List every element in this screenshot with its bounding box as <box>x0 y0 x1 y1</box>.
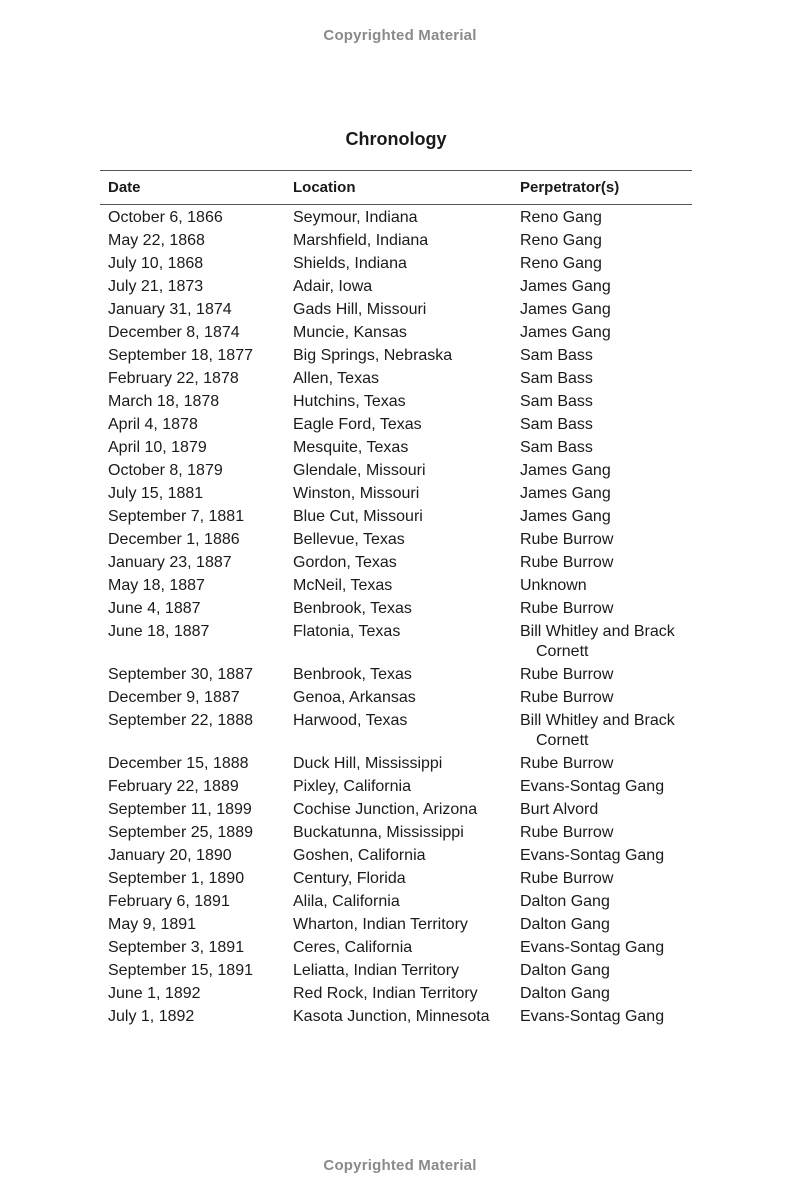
cell-date: February 6, 1891 <box>108 893 230 910</box>
cell-date: May 22, 1868 <box>108 232 205 249</box>
cell-location: Alila, California <box>293 893 400 910</box>
cell-date: December 8, 1874 <box>108 324 240 341</box>
table-row <box>100 983 692 1006</box>
cell-perpetrator <box>520 1006 692 1029</box>
table-row <box>100 710 692 753</box>
cell-perpetrator <box>520 937 692 960</box>
cell-location: Goshen, California <box>293 847 426 864</box>
table-row <box>100 575 692 598</box>
cell-date: April 4, 1878 <box>108 416 198 433</box>
cell-date: March 18, 1878 <box>108 393 220 410</box>
cell-date: January 31, 1874 <box>108 301 232 318</box>
table-row <box>100 914 692 937</box>
cell-perpetrator <box>520 799 692 822</box>
cell-perpetrator-text: Sam Bass <box>520 370 593 387</box>
cell-date: July 10, 1868 <box>108 255 204 272</box>
cell-location: Big Springs, Nebraska <box>293 347 453 364</box>
cell-location: Adair, Iowa <box>293 278 373 295</box>
cell-perpetrator <box>520 322 692 345</box>
chronology-table <box>100 170 692 1029</box>
cell-perpetrator <box>520 753 692 776</box>
cell-perpetrator-text: Rube Burrow <box>520 689 614 706</box>
table-row <box>100 1006 692 1029</box>
table-row <box>100 299 692 322</box>
cell-date: September 3, 1891 <box>108 939 245 956</box>
cell-location: Glendale, Missouri <box>293 462 426 479</box>
cell-perpetrator-text: Evans-Sontag Gang <box>520 778 665 795</box>
cell-location: Harwood, Texas <box>293 712 408 729</box>
cell-date: September 22, 1888 <box>108 712 253 729</box>
cell-perpetrator <box>520 710 692 753</box>
cell-perpetrator <box>520 391 692 414</box>
table-row <box>100 368 692 391</box>
table-row <box>100 664 692 687</box>
chronology-table-container <box>100 170 692 1029</box>
cell-location: Gads Hill, Missouri <box>293 301 427 318</box>
cell-location: Leliatta, Indian Territory <box>293 962 460 979</box>
table-row <box>100 345 692 368</box>
cell-perpetrator <box>520 845 692 868</box>
table-row <box>100 391 692 414</box>
header-row <box>100 171 692 205</box>
copyright-header: Copyrighted Material <box>323 27 477 44</box>
cell-perpetrator-text: Rube Burrow <box>520 824 614 841</box>
cell-perpetrator <box>520 299 692 322</box>
table-row <box>100 230 692 253</box>
table-row <box>100 552 692 575</box>
cell-date: May 9, 1891 <box>108 916 197 933</box>
cell-perpetrator <box>520 253 692 276</box>
cell-date: September 18, 1877 <box>108 347 253 364</box>
page-title: Chronology <box>345 129 447 149</box>
cell-location: Bellevue, Texas <box>293 531 405 548</box>
cell-date: June 18, 1887 <box>108 623 210 640</box>
cell-perpetrator-text: Dalton Gang <box>520 916 610 933</box>
cell-perpetrator-text: Reno Gang <box>520 255 602 272</box>
cell-perpetrator <box>520 776 692 799</box>
cell-date: July 1, 1892 <box>108 1008 195 1025</box>
cell-perpetrator <box>520 664 692 687</box>
table-row <box>100 529 692 552</box>
cell-perpetrator-text: James Gang <box>520 324 611 341</box>
table-row <box>100 960 692 983</box>
cell-location: Marshfield, Indiana <box>293 232 429 249</box>
cell-perpetrator <box>520 205 692 230</box>
cell-perpetrator-text: Rube Burrow <box>520 600 614 617</box>
cell-date: July 15, 1881 <box>108 485 204 502</box>
table-row <box>100 687 692 710</box>
table-row <box>100 483 692 506</box>
cell-perpetrator <box>520 506 692 529</box>
cell-perpetrator-text: Bill Whitley and Brack Cornett <box>520 623 675 660</box>
table-body <box>100 205 692 1029</box>
cell-perpetrator <box>520 460 692 483</box>
cell-perpetrator <box>520 960 692 983</box>
cell-perpetrator-text: Rube Burrow <box>520 666 614 683</box>
cell-perpetrator <box>520 414 692 437</box>
cell-perpetrator-text: James Gang <box>520 508 611 525</box>
cell-location: Ceres, California <box>293 939 413 956</box>
cell-location: Kasota Junction, Minnesota <box>293 1008 490 1025</box>
cell-perpetrator <box>520 437 692 460</box>
copyright-footer: Copyrighted Material <box>323 1157 477 1174</box>
cell-perpetrator <box>520 891 692 914</box>
cell-location: Century, Florida <box>293 870 406 887</box>
cell-date: May 18, 1887 <box>108 577 205 594</box>
table-row <box>100 845 692 868</box>
cell-date: September 15, 1891 <box>108 962 253 979</box>
cell-perpetrator-text: James Gang <box>520 278 611 295</box>
cell-location: Benbrook, Texas <box>293 666 412 683</box>
cell-location: Buckatunna, Mississippi <box>293 824 464 841</box>
cell-perpetrator <box>520 868 692 891</box>
cell-location: Blue Cut, Missouri <box>293 508 423 525</box>
table-row <box>100 253 692 276</box>
column-header-date: Date <box>100 171 293 205</box>
cell-perpetrator <box>520 687 692 710</box>
cell-perpetrator-text: James Gang <box>520 462 611 479</box>
table-row <box>100 414 692 437</box>
cell-perpetrator-text: James Gang <box>520 301 611 318</box>
cell-date: September 1, 1890 <box>108 870 245 887</box>
cell-perpetrator-text: Sam Bass <box>520 439 593 456</box>
column-header-perpetrator: Perpetrator(s) <box>520 171 692 205</box>
cell-perpetrator-text: Dalton Gang <box>520 893 610 910</box>
cell-location: Cochise Junction, Arizona <box>293 801 478 818</box>
cell-date: April 10, 1879 <box>108 439 207 456</box>
cell-location: Hutchins, Texas <box>293 393 406 410</box>
table-row <box>100 799 692 822</box>
cell-location: Mesquite, Texas <box>293 439 409 456</box>
column-header-location: Location <box>293 171 520 205</box>
table-row <box>100 868 692 891</box>
cell-perpetrator <box>520 598 692 621</box>
cell-date: December 9, 1887 <box>108 689 240 706</box>
cell-date: September 30, 1887 <box>108 666 253 683</box>
cell-location: Shields, Indiana <box>293 255 407 272</box>
cell-date: January 20, 1890 <box>108 847 232 864</box>
cell-date: September 25, 1889 <box>108 824 253 841</box>
cell-location: Winston, Missouri <box>293 485 420 502</box>
cell-perpetrator-text: Sam Bass <box>520 347 593 364</box>
cell-perpetrator <box>520 345 692 368</box>
cell-perpetrator-text: Sam Bass <box>520 416 593 433</box>
table-row <box>100 621 692 664</box>
cell-date: June 1, 1892 <box>108 985 201 1002</box>
table-row <box>100 937 692 960</box>
cell-perpetrator-text: Burt Alvord <box>520 801 599 818</box>
cell-location: Genoa, Arkansas <box>293 689 416 706</box>
table-row <box>100 205 692 230</box>
table-row <box>100 753 692 776</box>
cell-location: Wharton, Indian Territory <box>293 916 468 933</box>
cell-perpetrator <box>520 983 692 1006</box>
cell-date: December 1, 1886 <box>108 531 240 548</box>
cell-date: October 8, 1879 <box>108 462 223 479</box>
cell-perpetrator-text: Rube Burrow <box>520 531 614 548</box>
cell-location: Pixley, California <box>293 778 411 795</box>
table-row <box>100 276 692 299</box>
cell-location: Allen, Texas <box>293 370 379 387</box>
cell-perpetrator-text: Reno Gang <box>520 209 602 226</box>
cell-date: October 6, 1866 <box>108 209 223 226</box>
cell-perpetrator-text: Rube Burrow <box>520 755 614 772</box>
cell-date: June 4, 1887 <box>108 600 201 617</box>
cell-perpetrator-text: Rube Burrow <box>520 554 614 571</box>
table-row <box>100 506 692 529</box>
cell-perpetrator-text: Sam Bass <box>520 393 593 410</box>
cell-perpetrator <box>520 230 692 253</box>
table-header <box>100 171 692 205</box>
cell-perpetrator <box>520 914 692 937</box>
cell-location: Gordon, Texas <box>293 554 397 571</box>
cell-location: Muncie, Kansas <box>293 324 407 341</box>
cell-perpetrator-text: Unknown <box>520 577 587 594</box>
cell-date: September 11, 1899 <box>108 801 252 818</box>
cell-date: January 23, 1887 <box>108 554 232 571</box>
cell-perpetrator <box>520 276 692 299</box>
cell-location: Duck Hill, Mississippi <box>293 755 443 772</box>
cell-date: February 22, 1889 <box>108 778 239 795</box>
table-row <box>100 822 692 845</box>
table-row <box>100 598 692 621</box>
cell-perpetrator-text: Rube Burrow <box>520 870 614 887</box>
cell-location: Seymour, Indiana <box>293 209 418 226</box>
cell-location: Flatonia, Texas <box>293 623 401 640</box>
cell-perpetrator-text: Dalton Gang <box>520 962 610 979</box>
cell-perpetrator-text: Evans-Sontag Gang <box>520 939 665 956</box>
cell-location: Eagle Ford, Texas <box>293 416 422 433</box>
cell-perpetrator-text: James Gang <box>520 485 611 502</box>
cell-perpetrator <box>520 575 692 598</box>
cell-date: July 21, 1873 <box>108 278 204 295</box>
cell-date: December 15, 1888 <box>108 755 249 772</box>
table-row <box>100 322 692 345</box>
cell-perpetrator <box>520 529 692 552</box>
cell-perpetrator-text: Bill Whitley and Brack Cornett <box>520 712 675 749</box>
cell-perpetrator-text: Reno Gang <box>520 232 602 249</box>
cell-perpetrator-text: Evans-Sontag Gang <box>520 847 665 864</box>
cell-location: Red Rock, Indian Territory <box>293 985 478 1002</box>
table-row <box>100 776 692 799</box>
cell-perpetrator <box>520 368 692 391</box>
table-row <box>100 460 692 483</box>
table-row <box>100 891 692 914</box>
cell-date: September 7, 1881 <box>108 508 245 525</box>
cell-perpetrator <box>520 822 692 845</box>
cell-perpetrator-text: Evans-Sontag Gang <box>520 1008 665 1025</box>
cell-location: Benbrook, Texas <box>293 600 412 617</box>
cell-location: McNeil, Texas <box>293 577 393 594</box>
cell-perpetrator-text: Dalton Gang <box>520 985 610 1002</box>
cell-perpetrator <box>520 483 692 506</box>
cell-date: February 22, 1878 <box>108 370 239 387</box>
cell-perpetrator <box>520 552 692 575</box>
cell-perpetrator <box>520 621 692 664</box>
table-row <box>100 437 692 460</box>
